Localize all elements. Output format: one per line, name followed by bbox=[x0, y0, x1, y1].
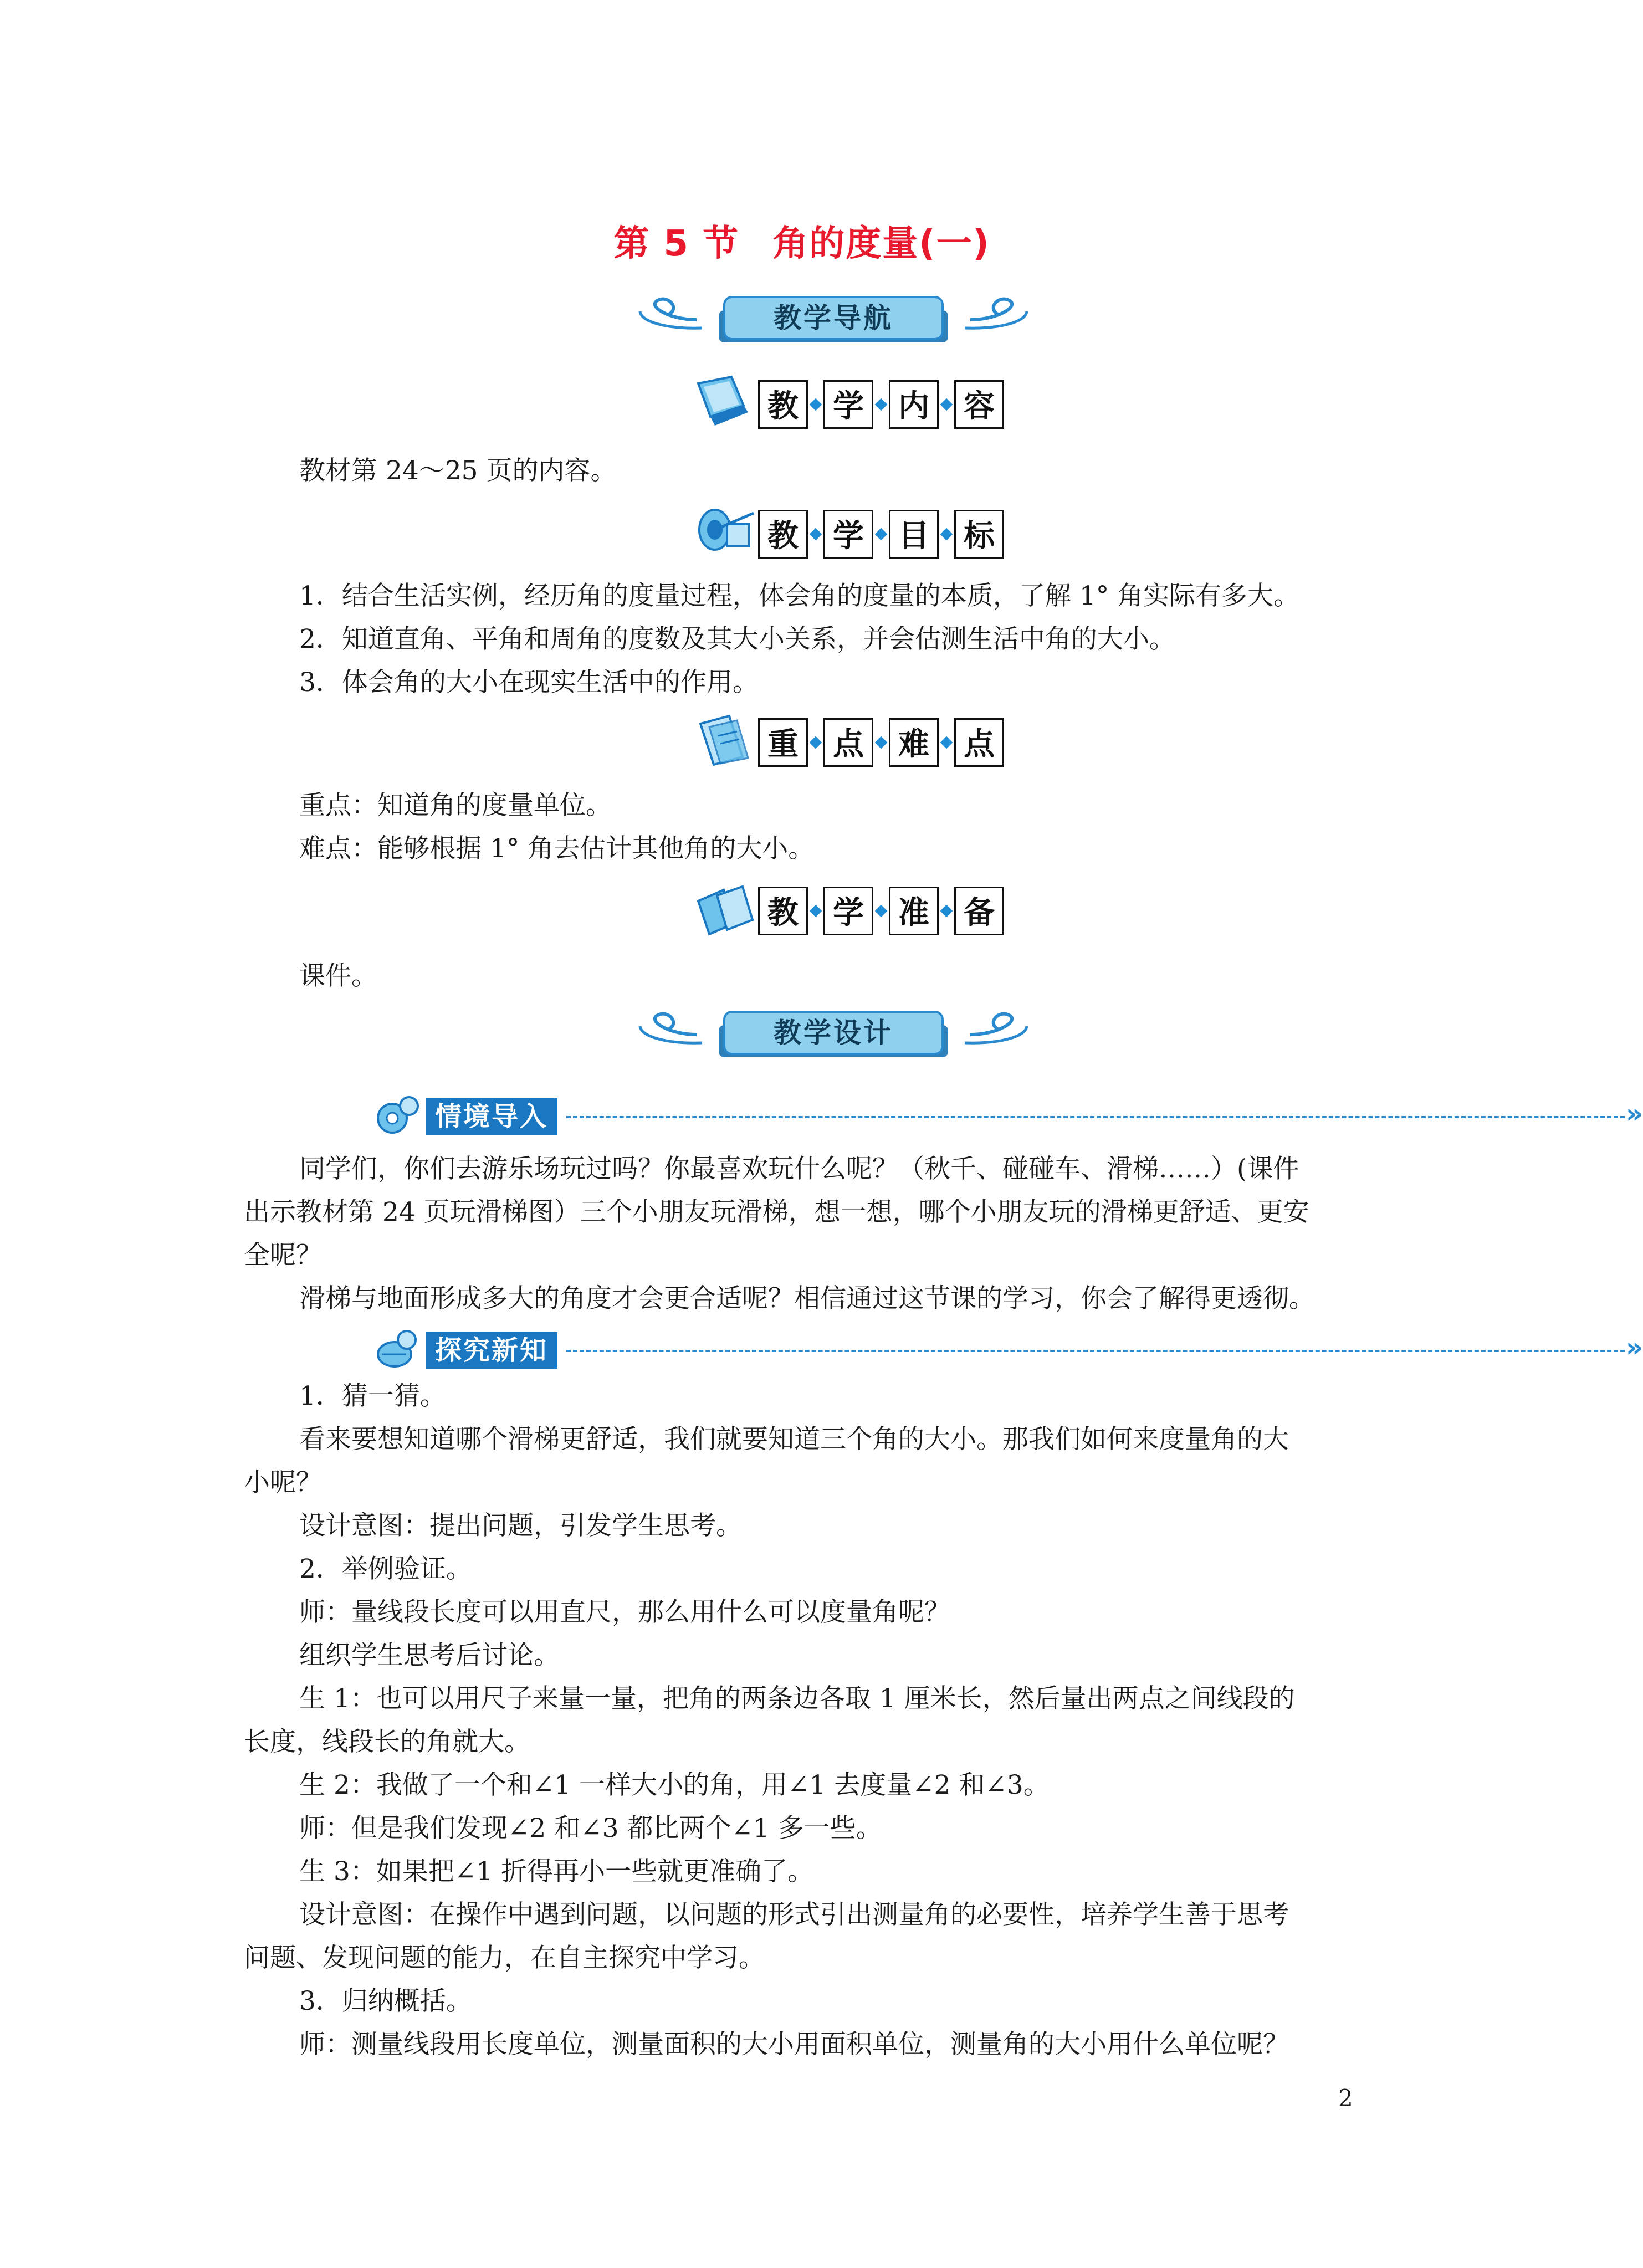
paragraph-line: 同学们，你们去游乐场玩过吗？你最喜欢玩什么呢？（秋千、碰碰车、滑梯……）(课件 bbox=[299, 1154, 1299, 1184]
heading-char: 准 bbox=[889, 887, 939, 935]
tag-label: 探究新知 bbox=[426, 1332, 557, 1369]
target-icon bbox=[693, 502, 759, 563]
dashed-divider bbox=[566, 1116, 1625, 1118]
goal-item: 1．结合生活实例，经历角的度量过程，体会角的度量的本质，了解 1° 角实际有多大。 bbox=[299, 581, 1300, 611]
heading-char: 点 bbox=[954, 718, 1004, 767]
heading-char: 教 bbox=[758, 510, 808, 559]
difficulty-text: 难点：能够根据 1° 角去估计其他角的大小。 bbox=[299, 833, 815, 864]
paragraph-line: 滑梯与地面形成多大的角度才会更合适呢？相信通过这节课的学习，你会了解得更透彻。 bbox=[299, 1283, 1315, 1314]
heading-char: 教 bbox=[758, 887, 808, 935]
dashed-divider bbox=[566, 1350, 1625, 1352]
section-number: 第 5 节 bbox=[613, 223, 740, 264]
paragraph-line: 3．归纳概括。 bbox=[299, 1986, 472, 2016]
section-name: 角的度量(一) bbox=[772, 223, 990, 264]
diamond-icon bbox=[875, 736, 888, 749]
diamond-icon bbox=[875, 528, 888, 541]
banner-label: 教学设计 bbox=[774, 1017, 893, 1049]
document-icon bbox=[693, 710, 759, 771]
heading-char: 内 bbox=[889, 380, 939, 429]
banner-teaching-design bbox=[636, 1004, 1031, 1065]
goal-item: 2．知道直角、平角和周角的度数及其大小关系，并会估测生活中角的大小。 bbox=[299, 624, 1175, 654]
paragraph-line: 全呢？ bbox=[244, 1240, 322, 1271]
explore-icon bbox=[372, 1325, 422, 1373]
heading-char: 备 bbox=[954, 887, 1004, 935]
heading-char: 标 bbox=[954, 510, 1004, 559]
books-icon bbox=[693, 879, 759, 940]
tag-label: 情境导入 bbox=[426, 1098, 557, 1135]
page-number: 2 bbox=[1338, 2085, 1353, 2112]
double-arrow-icon: » bbox=[1626, 1332, 1643, 1363]
diamond-icon bbox=[810, 398, 822, 411]
paragraph-line: 师：但是我们发现∠2 和∠3 都比两个∠1 多一些。 bbox=[299, 1813, 882, 1844]
diamond-icon bbox=[810, 905, 822, 918]
diamond-icon bbox=[940, 736, 953, 749]
paragraph-line: 设计意图：在操作中遇到问题，以问题的形式引出测量角的必要性，培养学生善于思考 bbox=[299, 1900, 1289, 1930]
content-text: 教材第 24～25 页的内容。 bbox=[299, 455, 617, 486]
heading-char: 学 bbox=[823, 380, 873, 429]
gear-icon bbox=[372, 1092, 422, 1139]
heading-char: 难 bbox=[889, 718, 939, 767]
heading-char: 教 bbox=[758, 380, 808, 429]
paragraph-line: 组织学生思考后讨论。 bbox=[299, 1640, 560, 1671]
diamond-icon bbox=[940, 528, 953, 541]
heading-char: 点 bbox=[823, 718, 873, 767]
paragraph-line: 小呢？ bbox=[244, 1467, 322, 1498]
paragraph-line: 生 1：也可以用尺子来量一量，把角的两条边各取 1 厘米长，然后量出两点之间线段的 bbox=[299, 1683, 1295, 1714]
goal-item: 3．体会角的大小在现实生活中的作用。 bbox=[299, 667, 759, 698]
heading-char: 学 bbox=[823, 510, 873, 559]
diamond-icon bbox=[875, 905, 888, 918]
paragraph-line: 长度，线段长的角就大。 bbox=[244, 1727, 530, 1757]
heading-char: 目 bbox=[889, 510, 939, 559]
page-title bbox=[0, 215, 1604, 266]
diamond-icon bbox=[810, 528, 822, 541]
prep-text: 课件。 bbox=[299, 961, 377, 991]
paragraph-line: 师：量线段长度可以用直尺，那么用什么可以度量角呢？ bbox=[299, 1597, 950, 1627]
paragraph-line: 2．举例验证。 bbox=[299, 1554, 472, 1584]
banner-teaching-nav bbox=[636, 289, 1031, 350]
heading-char: 重 bbox=[758, 718, 808, 767]
paragraph-line: 问题、发现问题的能力，在自主探究中学习。 bbox=[244, 1943, 765, 1973]
heading-char: 容 bbox=[954, 380, 1004, 429]
paragraph-line: 出示教材第 24 页玩滑梯图）三个小朋友玩滑梯，想一想，哪个小朋友玩的滑梯更舒适、更安 bbox=[244, 1197, 1309, 1227]
diamond-icon bbox=[940, 398, 953, 411]
double-arrow-icon: » bbox=[1626, 1098, 1643, 1129]
paragraph-line: 1．猜一猜。 bbox=[299, 1381, 446, 1411]
paragraph-line: 看来要想知道哪个滑梯更舒适，我们就要知道三个角的大小。那我们如何来度量角的大 bbox=[299, 1424, 1289, 1455]
banner-label: 教学导航 bbox=[774, 302, 893, 334]
diamond-icon bbox=[810, 736, 822, 749]
paragraph-line: 师：测量线段用长度单位，测量面积的大小用面积单位，测量角的大小用什么单位呢？ bbox=[299, 2029, 1289, 2060]
paragraph-line: 生 3：如果把∠1 折得再小一些就更准确了。 bbox=[299, 1856, 814, 1887]
paragraph-line: 生 2：我做了一个和∠1 一样大小的角，用∠1 去度量∠2 和∠3。 bbox=[299, 1770, 1050, 1800]
book-icon bbox=[693, 372, 759, 433]
key-point-text: 重点：知道角的度量单位。 bbox=[299, 790, 612, 821]
diamond-icon bbox=[940, 905, 953, 918]
heading-char: 学 bbox=[823, 887, 873, 935]
paragraph-line: 设计意图：提出问题，引发学生思考。 bbox=[299, 1511, 742, 1541]
diamond-icon bbox=[875, 398, 888, 411]
